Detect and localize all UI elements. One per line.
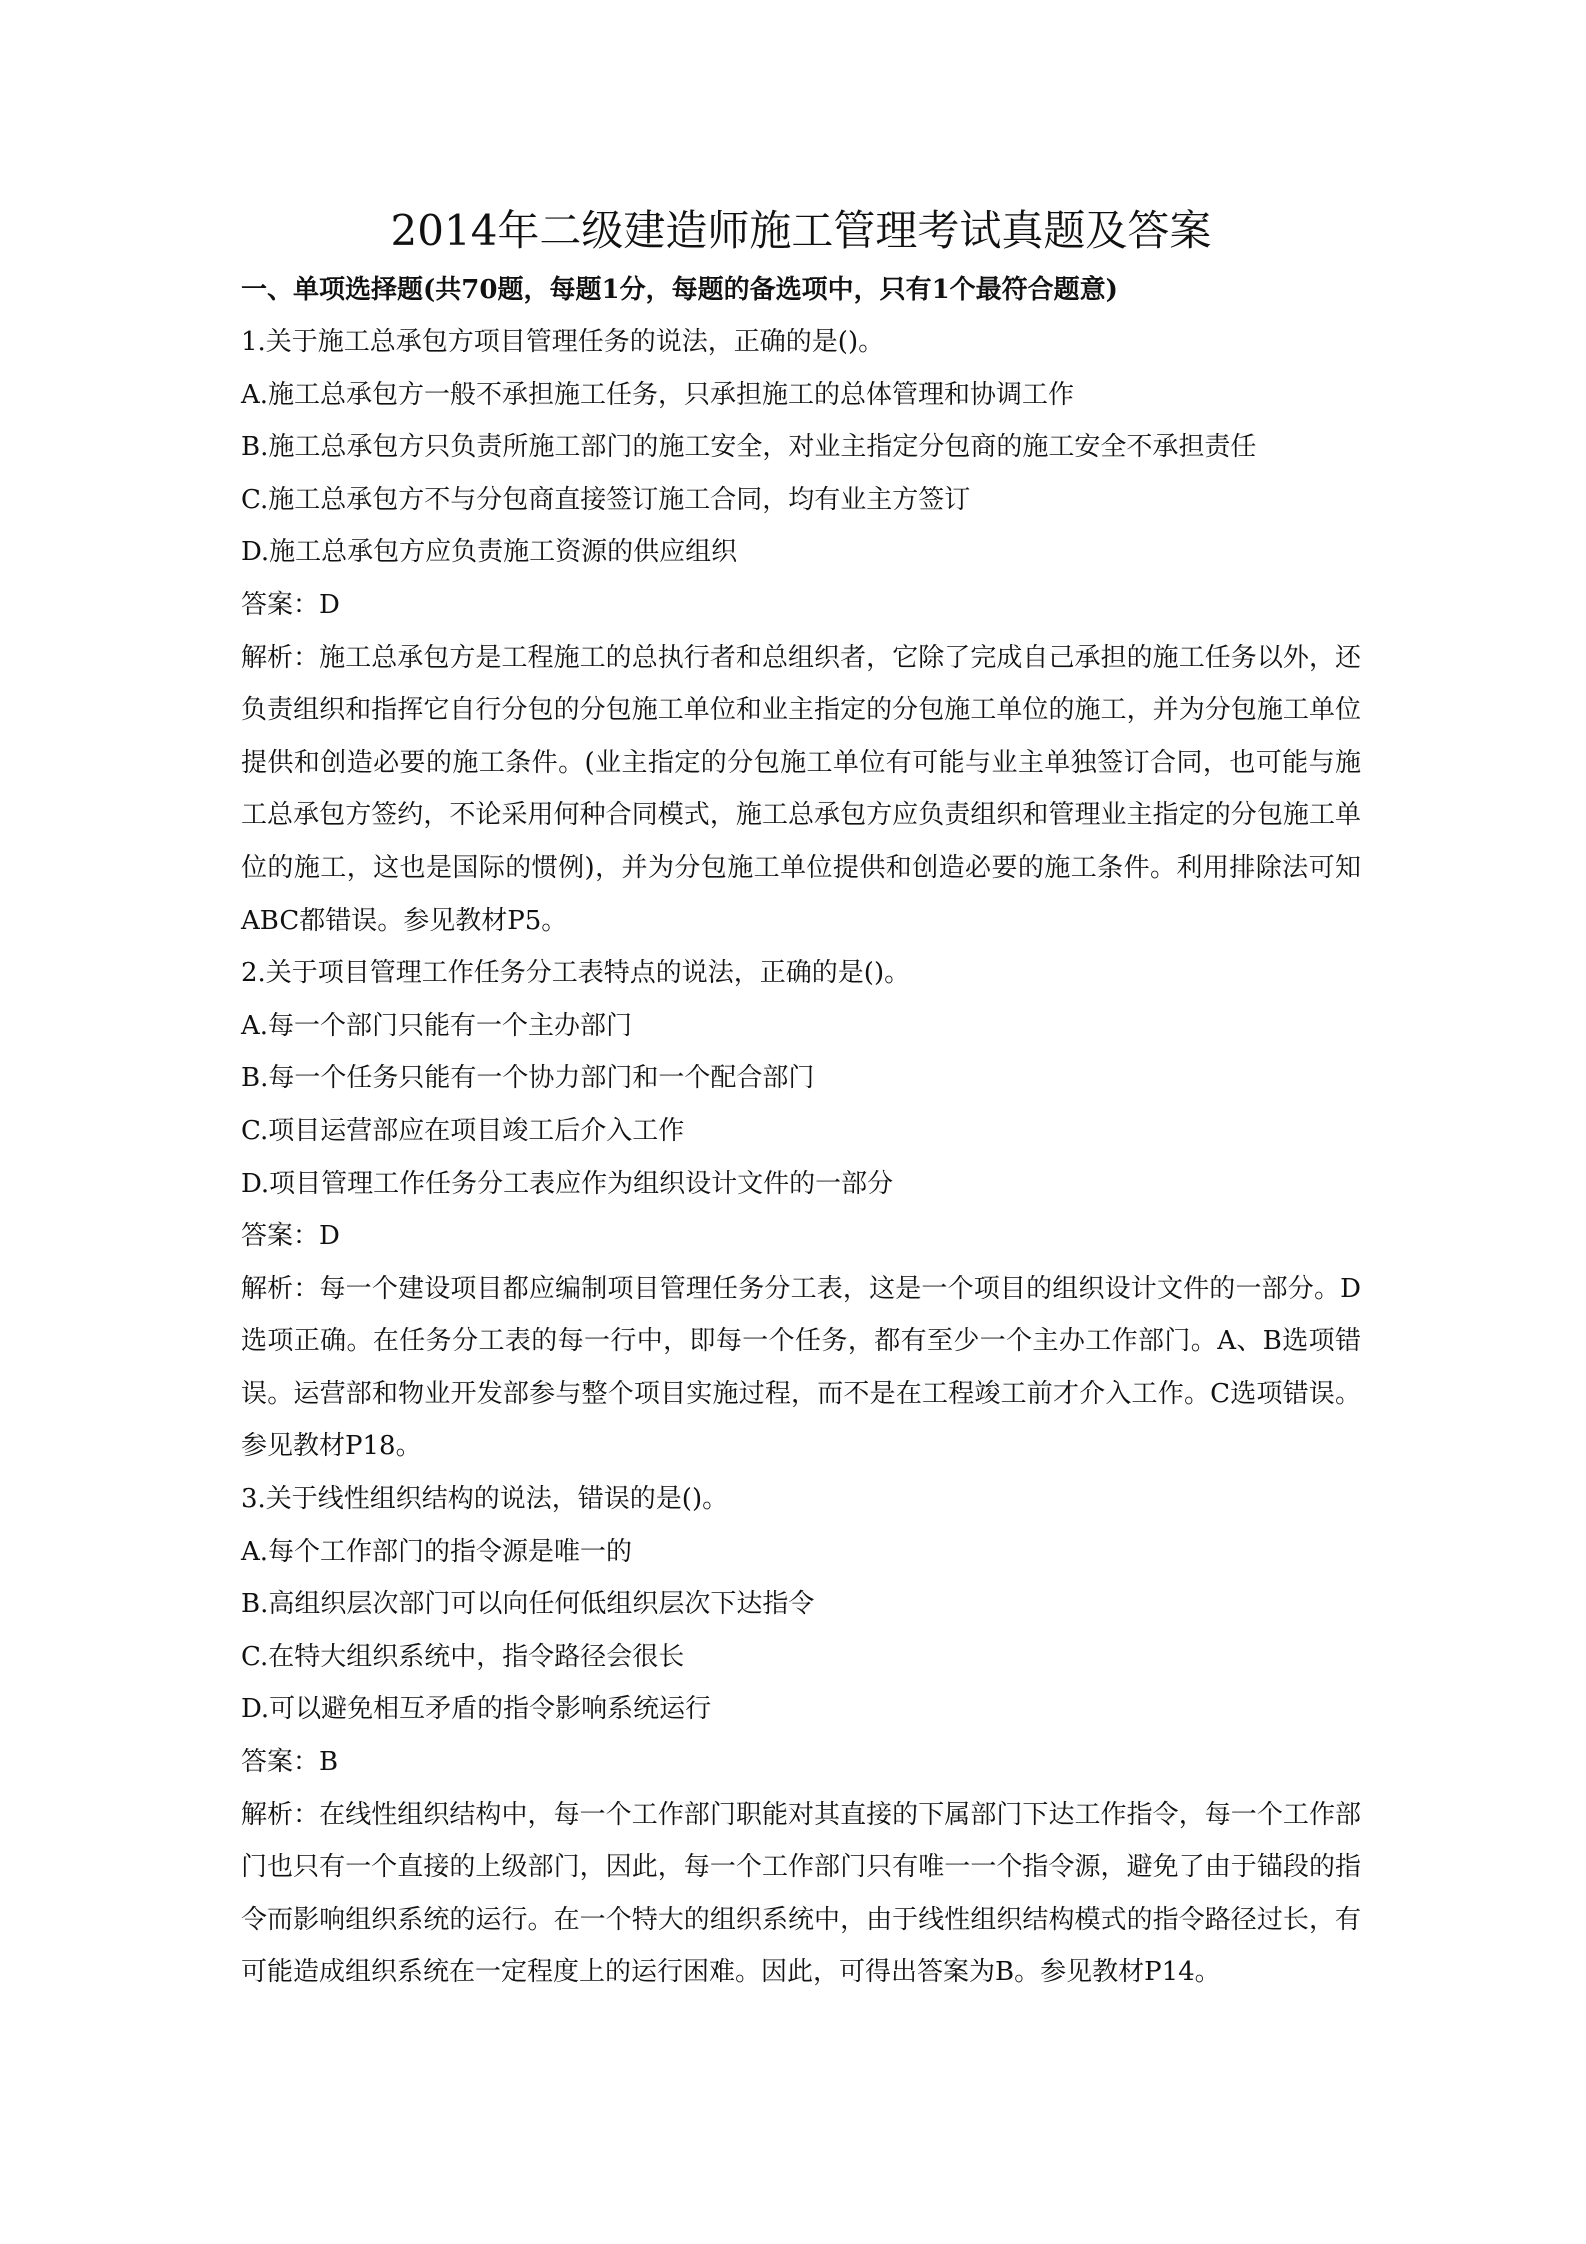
question-stem: 2.关于项目管理工作任务分工表特点的说法，正确的是()。 bbox=[241, 958, 911, 989]
analysis: 解析：在线性组织结构中，每一个工作部门职能对其直接的下属部门下达工作指令，每一个工作部门也只有一个直接的上级部门，因此，每一个工作部门只有唯一一个指令源，避免了由于锚段的指令而影响组织系统的运行。在一个特大的组织系统中，由于线性组织结构模式的指令路径过长，有可能造成组织系统在一定程度上的运行困难。因此，可得出答案为B。参见教材P14。 bbox=[241, 1799, 1361, 1988]
option-b: B.施工总承包方只负责所施工部门的施工安全，对业主指定分包商的施工安全不承担责任 bbox=[241, 432, 1257, 463]
analysis: 解析：施工总承包方是工程施工的总执行者和总组织者，它除了完成自己承担的施工任务以外，还负责组织和指挥它自行分包的分包施工单位和业主指定的分包施工单位的施工，并为分包施工单位提供和创造必要的施工条件。(业主指定的分包施工单位有可能与业主单独签订合同，也可能与施工总承包方签约，不论采用何种合同模式，施工总承包方应负责组织和管理业主指定的分包施工单位的施工，这也是国际的惯例)，并为分包施工单位提供和创造必要的施工条件。利用排除法可知ABC都错误。参见教材P5。 bbox=[241, 642, 1361, 936]
option-d: D.可以避免相互矛盾的指令影响系统运行 bbox=[241, 1694, 712, 1725]
question-block-1 bbox=[241, 316, 1361, 947]
option-d: D.施工总承包方应负责施工资源的供应组织 bbox=[241, 537, 738, 568]
option-b: B.高组织层次部门可以向任何低组织层次下达指令 bbox=[241, 1589, 815, 1620]
option-a: A.每个工作部门的指令源是唯一的 bbox=[241, 1536, 633, 1567]
option-c: C.项目运营部应在项目竣工后介入工作 bbox=[241, 1115, 685, 1146]
section-heading: 一、单项选择题(共70题，每题1分，每题的备选项中，只有1个最符合题意) bbox=[241, 275, 1118, 305]
answer: 答案：B bbox=[241, 1747, 339, 1778]
question-stem: 1.关于施工总承包方项目管理任务的说法，正确的是()。 bbox=[241, 327, 885, 357]
option-d: D.项目管理工作任务分工表应作为组织设计文件的一部分 bbox=[241, 1168, 894, 1199]
answer: 答案：D bbox=[241, 1221, 340, 1252]
document-title: 2014年二级建造师施工管理考试真题及答案 bbox=[390, 206, 1212, 255]
option-a: A.每一个部门只能有一个主办部门 bbox=[241, 1010, 633, 1041]
analysis: 解析：每一个建设项目都应编制项目管理任务分工表，这是一个项目的组织设计文件的一部分。D选项正确。在任务分工表的每一行中，即每一个任务，都有至少一个主办工作部门。A、B选项错误。运营部和物业开发部参与整个项目实施过程，而不是在工程竣工前才介入工作。C选项错误。参见教材P18。 bbox=[241, 1273, 1361, 1462]
option-a: A.施工总承包方一般不承担施工任务，只承担施工的总体管理和协调工作 bbox=[241, 379, 1075, 410]
answer: 答案：D bbox=[241, 589, 340, 620]
question-block-3 bbox=[241, 1473, 1361, 1999]
option-c: C.施工总承包方不与分包商直接签订施工合同，均有业主方签订 bbox=[241, 484, 971, 515]
question-block-2 bbox=[241, 947, 1361, 1473]
document-page bbox=[241, 200, 1361, 1999]
question-stem: 3.关于线性组织结构的说法，错误的是()。 bbox=[241, 1484, 729, 1515]
option-c: C.在特大组织系统中，指令路径会很长 bbox=[241, 1641, 685, 1672]
option-b: B.每一个任务只能有一个协力部门和一个配合部门 bbox=[241, 1063, 815, 1094]
